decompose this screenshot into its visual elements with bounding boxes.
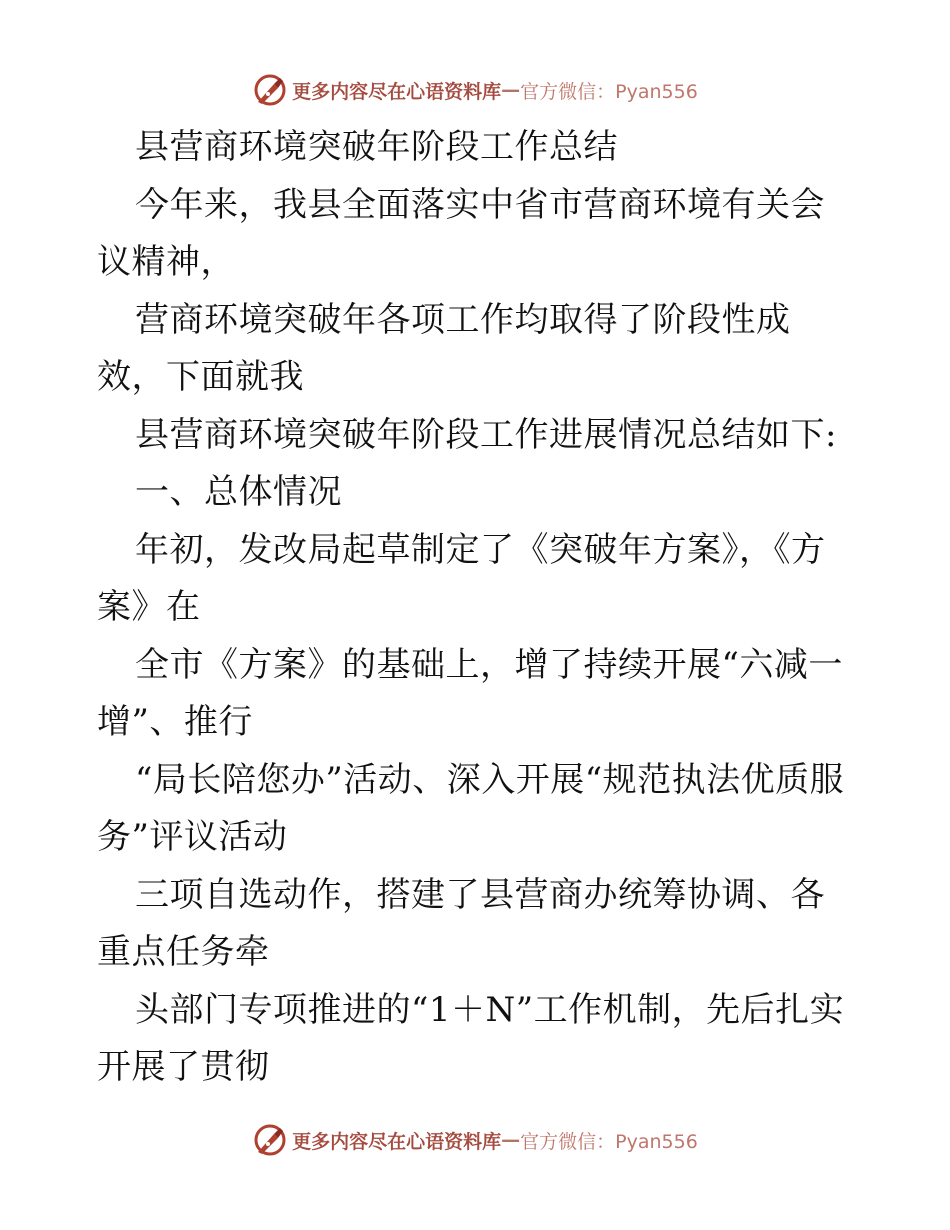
banner-text: 更多内容尽在心语资料库 [292, 1130, 502, 1153]
paragraph: 县营商环境突破年阶段工作进展情况总结如下: [135, 414, 837, 455]
paragraph: 全市《方案》的基础上，增了持续开展“六减一增”、推行 [97, 644, 843, 742]
paragraph: 营商环境突破年各项工作均取得了阶段性成效，下面就我 [97, 299, 791, 397]
pen-nib-logo-icon [252, 1122, 288, 1158]
paragraph: 年初，发改局起草制定了《突破年方案》，《方案》在 [97, 529, 826, 627]
paragraph: 头部门专项推进的“1＋N”工作机制，先后扎实开展了贯彻 [97, 989, 845, 1087]
banner-text: 更多内容尽在心语资料库 [292, 80, 502, 103]
header-banner [0, 70, 950, 110]
banner-separator: — [501, 79, 521, 101]
paragraph: “局长陪您办”活动、深入开展“规范执法优质服务”评议活动 [97, 759, 845, 857]
section-heading: 一、总体情况 [135, 472, 342, 512]
pen-nib-logo-icon [252, 72, 288, 108]
document-title: 县营商环境突破年阶段工作总结 [135, 127, 618, 167]
paragraph: 今年来，我县全面落实中省市营商环境有关会议精神， [97, 184, 825, 282]
banner-separator: — [501, 1129, 521, 1151]
paragraph: 三项自选动作，搭建了县营商办统筹协调、各重点任务牵 [97, 874, 825, 972]
banner-wechat: 官方微信：Pyan556 [520, 80, 698, 103]
footer-banner [0, 1120, 950, 1160]
banner-wechat: 官方微信：Pyan556 [520, 1130, 698, 1153]
document-body [97, 119, 857, 1097]
